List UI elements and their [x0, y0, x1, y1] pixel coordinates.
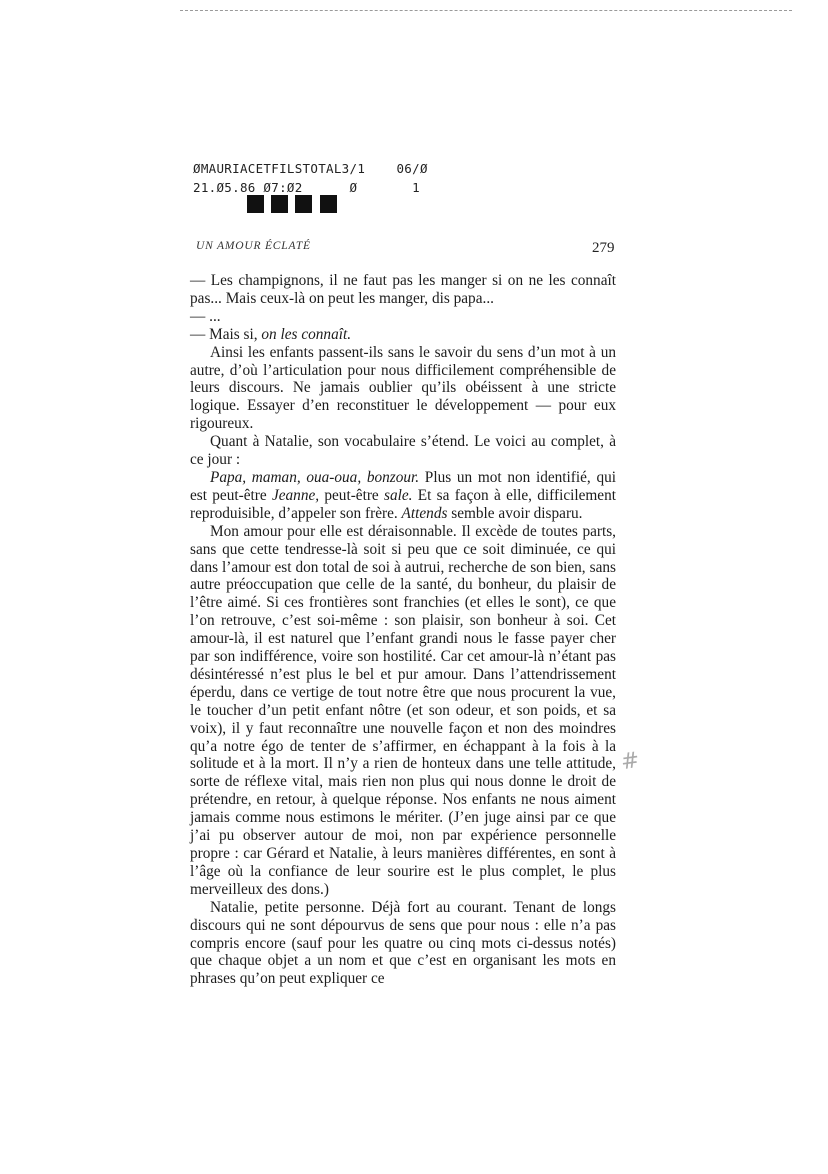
scan-top-rule: [180, 10, 792, 11]
text-run: Plus un mot non identifié, qui est peut-être: [190, 468, 616, 504]
registration-mark: [247, 195, 264, 213]
text-run: Mon amour pour elle est déraisonnable. Il excède de toutes parts, sans que cette tendresse-là soit si peu que ce soit diminuée, ce qui dans l’amour est don total de soi à autrui, recherche de son bien, sans autre préoccupation que celle de la santé, du bonheur, du plaisir de l’être aimé. Si ces frontières sont franchies (et elles le sont), ce que l’on retrouve, c’est soi-même : son plaisir, son bonheur à soi. Cet amour-là, il est naturel que l’enfant grandi nous le fasse payer cher par son indifférence, voire son hostilité. Car cet amour-là n’étant pas désintéressé n’est plus le bel et pur amour. Dans l’attendrissement éperdu, dans ce vertige de tout notre être que nous procurent la vue, le toucher d’un petit enfant nôtre (et son odeur, et son poids, et sa voix), il y faut reconnaître une nouvelle façon et non des moindres qu’a notre égo de tenter de s’affirmer, en échappant à la fois à la solitude et à la mort. Il n’y a rien de honteux dans une telle attitude, sorte de réflexe vital, mais rien non plus qui nous donne le droit de prétendre, en retour, à quelque réponse. Nos enfants ne nous aiment jamais comme nous estimons le mériter. (J’en juge ainsi par ce que j’ai pu observer autour de moi, non par expérience personnelle propre : car Gérard et Natalie, à leurs manières différentes, en sont à l’âge où la confiance de leur sourire est le plus complet, le plus merveilleux des dons.): [190, 522, 616, 898]
italic-text: Attends: [401, 504, 448, 522]
dialog-line: [190, 326, 616, 344]
page-number: 279: [592, 240, 615, 256]
italic-text: sale.: [384, 486, 413, 504]
text-run: Natalie, petite personne. Déjà fort au courant. Tenant de longs discours qui ne sont dépourvus de sens que pour nous : elle n’a pas compris encore (sauf pour les quatre ou cinq mots ci-dessus notés) que chaque objet a un nom et que c’est en organisant les mots en phrases qu’on peut expliquer ce: [190, 898, 616, 988]
typesetting-slug-line-2: 21.Ø5.86 Ø7:Ø2 Ø 1: [193, 180, 420, 195]
margin-hash-mark: #: [619, 747, 642, 776]
text-run: Ainsi les enfants passent-ils sans le savoir du sens d’un mot à un autre, d’où l’articulation pour nous difficilement compréhensible de leurs discours. Ne jamais oublier qu’ils obéissent à une stricte logique. Essayer d’en reconstituer le développement — pour eux rigoureux.: [190, 343, 616, 433]
typesetting-slug-line-1: ØMAURIACETFILSTOTAL3/1 06/Ø: [193, 161, 428, 176]
text-run: — ...: [190, 307, 221, 325]
registration-mark: [271, 195, 288, 213]
text-run: Quant à Natalie, son vocabulaire s’étend. Le voici au complet, à ce jour :: [190, 433, 616, 469]
dialog-line: [190, 308, 616, 326]
italic-text: on les connaît.: [261, 325, 352, 343]
registration-mark: [320, 195, 337, 213]
text-run: peut-être: [319, 486, 385, 504]
running-head: UN AMOUR ÉCLATÉ: [196, 240, 311, 252]
paragraph: [190, 899, 616, 989]
text-run: — Les champignons, il ne faut pas les manger si on ne les connaît pas... Mais ceux-là on peut les manger, dis papa...: [190, 272, 616, 307]
italic-text: Papa, maman, oua-oua, bonzour.: [210, 468, 420, 486]
text-run: — Mais si,: [190, 325, 262, 343]
paragraph: [190, 344, 616, 434]
dialog-line: [190, 272, 616, 308]
italic-text: Jeanne,: [271, 486, 320, 504]
paragraph: [190, 433, 616, 469]
paragraph: [190, 469, 616, 523]
registration-mark: [295, 195, 312, 213]
paragraph: [190, 523, 616, 899]
text-run: Et sa façon à elle, difficilement reproduisible, d’appeler son frère.: [190, 486, 616, 522]
body-text: [190, 272, 616, 988]
text-run: semble avoir disparu.: [447, 504, 583, 522]
